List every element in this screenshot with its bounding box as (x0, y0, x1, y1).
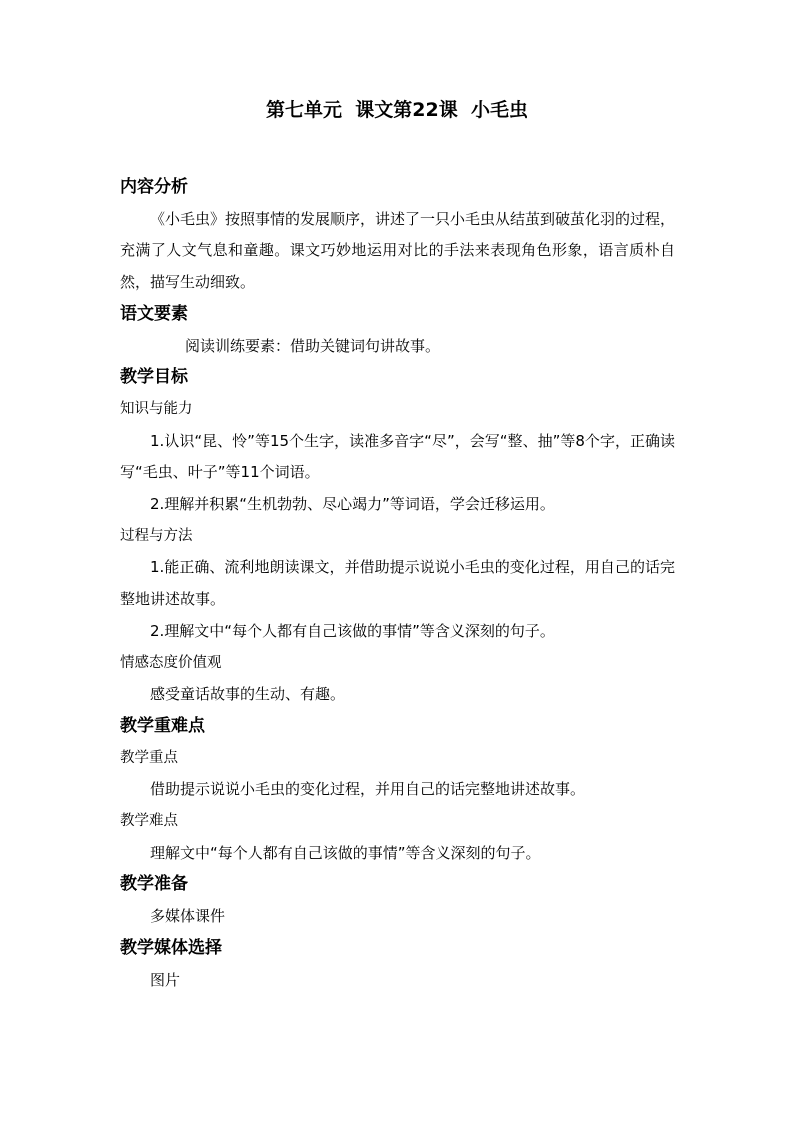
media-text: 图片 (150, 970, 181, 989)
heading-goals: 教学目标 (120, 367, 188, 388)
document-title: 第七单元 课文第22课 小毛虫 (266, 99, 528, 121)
subheading-emotion: 情感态度价值观 (120, 654, 222, 671)
knowledge-item: 2.理解并积累“生机勃勃、尽心竭力”等词语，学会迁移运用。 (150, 495, 555, 514)
emotion-text: 感受童话故事的生动、有趣。 (150, 685, 346, 704)
process-item: 1.能正确、流利地朗读课文，并借助提示说说小毛虫的变化过程，用自己的话完整地讲述故事。 (120, 558, 675, 609)
key-point-text: 借助提示说说小毛虫的变化过程，并用自己的话完整地讲述故事。 (150, 780, 586, 799)
subheading-difficult-point: 教学难点 (120, 813, 178, 830)
subheading-knowledge: 知识与能力 (120, 400, 193, 417)
heading-preparation: 教学准备 (120, 874, 188, 895)
heading-key-difficult: 教学重难点 (120, 715, 205, 736)
content-analysis-text: 《小毛虫》按照事情的发展顺序，讲述了一只小毛虫从结茧到破茧化羽的过程，充满了人文气息和童趣。课文巧妙地运用对比的手法来表现角色形象，语言质朴自然，描写生动细致。 (120, 209, 676, 292)
document-body (120, 172, 675, 996)
language-elements-text: 阅读训练要素：借助关键词句讲故事。 (185, 336, 441, 355)
process-item: 2.理解文中“每个人都有自己该做的事情”等含义深刻的句子。 (150, 621, 555, 640)
heading-content-analysis: 内容分析 (120, 177, 188, 197)
preparation-text: 多媒体课件 (150, 907, 226, 926)
difficult-point-text: 理解文中“每个人都有自己该做的事情”等含义深刻的句子。 (150, 843, 541, 862)
heading-media: 教学媒体选择 (120, 937, 222, 958)
knowledge-item: 1.认识“昆、怜”等15个生字，读准多音字“尽”，会写“整、抽”等8个字，正确读写“毛虫、叶子”等11个词语。 (120, 431, 675, 482)
subheading-key-point: 教学重点 (120, 749, 178, 766)
subheading-process: 过程与方法 (120, 527, 193, 544)
heading-language-elements: 语文要素 (120, 303, 188, 324)
